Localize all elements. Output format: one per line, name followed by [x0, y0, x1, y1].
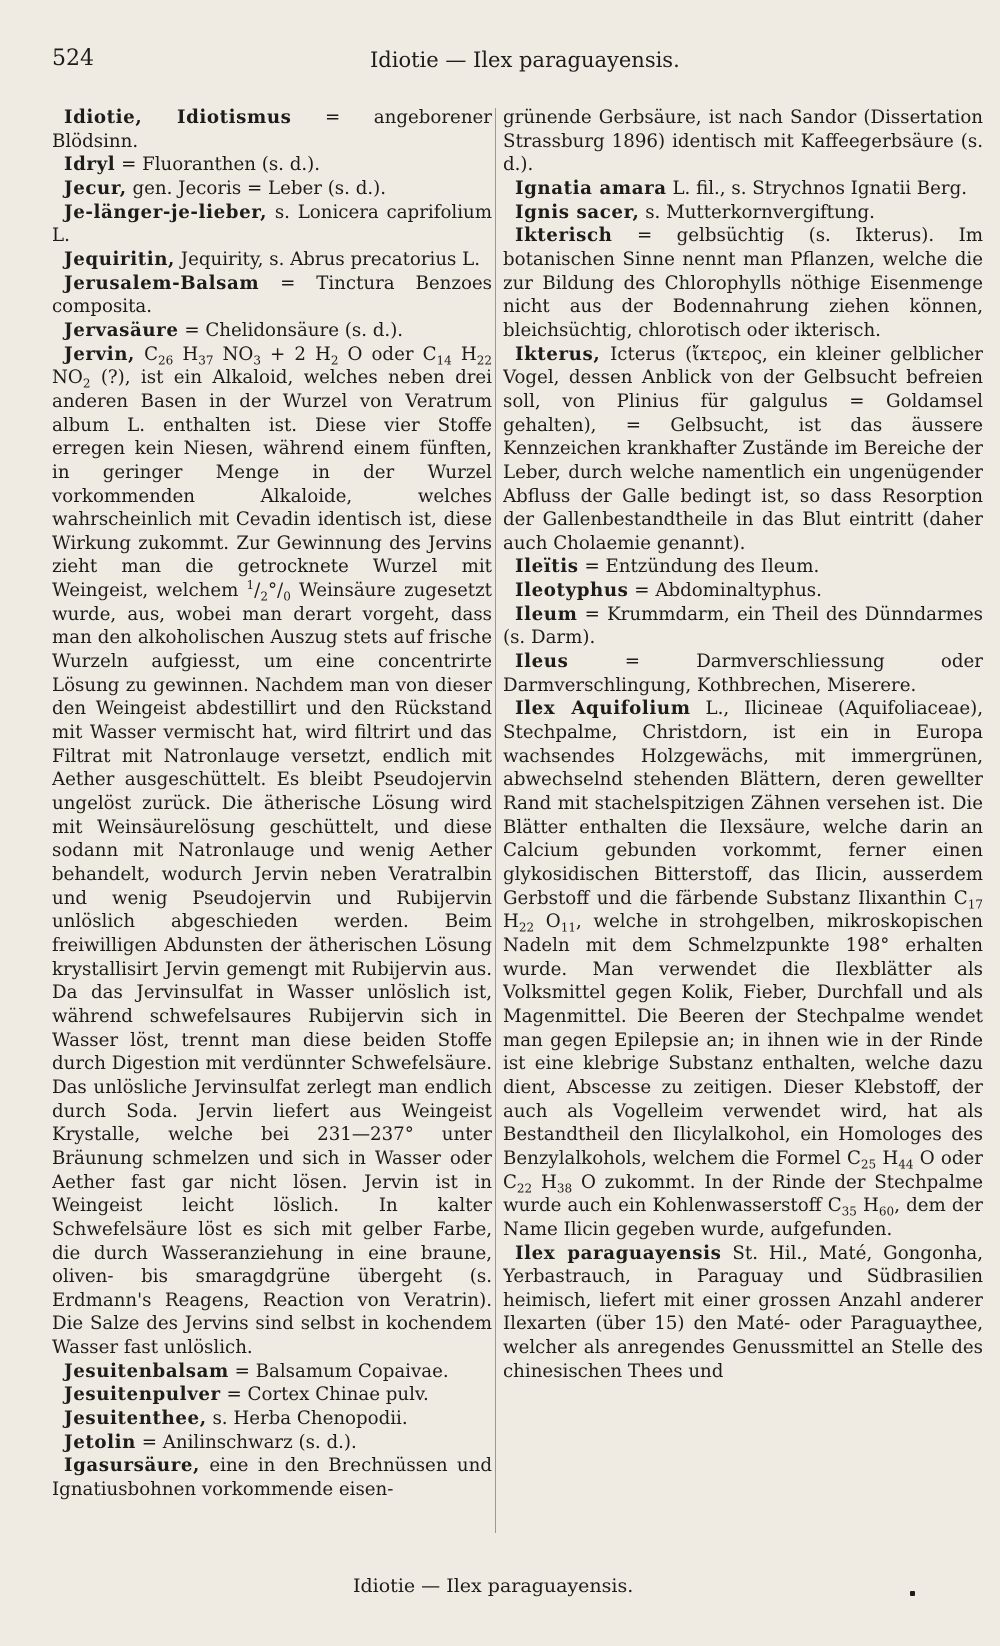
entry-text: = Fluoranthen (s. d.).: [121, 154, 321, 176]
entry-text: gen. Jecoris = Leber (s. d.).: [132, 177, 387, 199]
dictionary-entry: [503, 1242, 983, 1384]
dictionary-entry: [52, 1360, 492, 1384]
entry-lemma: Ignis sacer,: [515, 201, 640, 223]
entry-text: grünende Gerbsäure, ist nach Sandor (Dissertation Strassburg 1896) identisch mit Kaffeegerbsäure (s. d.).: [503, 107, 983, 176]
dictionary-entry: [503, 579, 983, 603]
dictionary-entry: [52, 201, 492, 248]
dictionary-entry: [503, 177, 983, 201]
entry-lemma: Ilex Aquifolium: [515, 698, 691, 720]
dictionary-entry: [503, 224, 983, 342]
dictionary-entry: [503, 106, 983, 177]
dictionary-entry: [52, 319, 492, 343]
dictionary-entry: [503, 603, 983, 650]
entry-text: s. Mutterkornvergiftung.: [645, 201, 875, 223]
dictionary-entry: [52, 1383, 492, 1407]
dictionary-entry: [503, 650, 983, 697]
dictionary-entry: [52, 106, 492, 153]
entry-lemma: Ileus: [515, 651, 569, 673]
entry-text: St. Hil., Maté, Gongonha, Yerbastrauch, in Paraguay und Südbrasilien heimisch, liefert mit einer grossen Anzahl anderer Ilexarten (über 15) den Maté- oder Paraguaythee, welcher als anregendes Genussmittel an Stelle des chinesischen Thees und: [503, 1242, 983, 1382]
entry-lemma: Ileotyphus: [515, 580, 629, 602]
entry-lemma: Ignatia amara: [515, 177, 667, 199]
entry-lemma: Jetolin: [64, 1431, 136, 1453]
dictionary-entry: [52, 248, 492, 272]
entry-lemma: Jerusalem-Balsam: [64, 272, 260, 294]
column-divider: [495, 108, 496, 1533]
dictionary-entry: [52, 1454, 492, 1501]
entry-lemma: Jervasäure: [64, 319, 179, 341]
dictionary-entry: [52, 272, 492, 319]
entry-text: = Anilinschwarz (s. d.).: [141, 1431, 357, 1453]
entry-lemma: Jesuitenthee,: [64, 1408, 207, 1430]
running-title: Idiotie — Ilex paraguayensis.: [370, 48, 680, 72]
entry-text: = Tinctura Benzoes composita.: [52, 272, 492, 318]
entry-lemma: Ikterisch: [515, 225, 613, 247]
entry-text: = angeborener Blödsinn.: [52, 107, 492, 152]
entry-text: eine in den Brechnüssen und Ignatiusbohnen vorkommende eisen-: [52, 1455, 492, 1501]
entry-lemma: Ileïtis: [515, 556, 579, 578]
page-number: 524: [52, 46, 94, 71]
dictionary-entry: [503, 201, 983, 225]
dictionary-entry: [52, 343, 492, 1360]
entry-text: = gelbsüchtig (s. Ikterus). Im botanischen Sinne nennt man Pflanzen, welche die zur Bildung des Chlorophylls nöthige Eisenmenge nicht aus der Bodennahrung ziehen können, bleichsüchtig, chlorotisch oder ikterisch.: [503, 225, 983, 341]
entry-lemma: Jecur,: [64, 177, 127, 199]
entry-text: L. fil., s. Strychnos Ignatii Berg.: [672, 177, 968, 199]
entry-text: = Chelidonsäure (s. d.).: [184, 319, 404, 341]
entry-text: = Darmverschliessung oder Darmverschlingung, Kothbrechen, Miserere.: [503, 651, 983, 696]
dictionary-entry: [503, 555, 983, 579]
entry-lemma: Ikterus,: [515, 343, 601, 365]
entry-text: = Cortex Chinae pulv.: [226, 1384, 429, 1406]
right-column: [503, 106, 983, 1574]
ink-dot: [910, 1591, 915, 1596]
dictionary-entry: [52, 1407, 492, 1431]
entry-lemma: Idiotie, Idiotismus: [64, 107, 292, 128]
entry-lemma: Jesuitenpulver: [64, 1384, 221, 1406]
page-footer: Idiotie — Ilex paraguayensis.: [353, 1575, 634, 1597]
entry-lemma: Ileum: [515, 603, 578, 625]
entry-lemma: Idryl: [64, 154, 116, 176]
entry-text: = Abdominaltyphus.: [634, 580, 822, 602]
dictionary-entry: [52, 1431, 492, 1455]
entry-text: Icterus (ἴκτερος, ein kleiner gelblicher Vogel, dessen Anblick von der Gelbsucht befreien soll, von Plinius für galgulus = Goldamsel gehalten), = Gelbsucht, ist das äussere Kennzeichen krankhafter Zustände im Bereiche der Leber, durch welche namentlich ein ungenügender Abfluss der Galle bedingt ist, so dass Resorption der Gallenbestandtheile in das Blut eintritt (daher auch Cholaemie genannt).: [503, 343, 983, 554]
left-column: [52, 106, 492, 1574]
entry-lemma: Jesuitenbalsam: [64, 1360, 229, 1382]
dictionary-entry: [503, 343, 983, 556]
entry-text: s. Herba Chenopodii.: [212, 1408, 408, 1430]
entry-text: L., Ilicineae (Aquifoliaceae), Stechpalme, Christdorn, ist ein in Europa wachsendes Holzgewächs, mit immergrünen, abwechselnd stehenden Blättern, deren gewellter Rand mit stachelspitzigen Zähnen versehen ist. Die Blätter enthalten die Ilexsäure, welche darin an Calcium gebunden vorkommt, ferner einen glykosidischen Bitterstoff, das Ilicin, ausserdem Gerbstoff und die färbende Substanz Ilixanthin $C_{17}$ $H_{22}$ $O_{11}$, welche in strohgelben, mikroskopischen Nadeln mit dem Schmelzpunkte 198° erhalten wurde. Man verwendet die Ilexblätter als Volksmittel gegen Kolik, Fieber, Durchfall und als Magenmittel. Die Beeren der Stechpalme wendet man gegen Epilepsie an; in ihnen wie in der Rinde ist eine klebrige Substanz enthalten, welche dazu dient, Abscesse zu zeitigen. Dieser Klebstoff, der auch als Vogelleim verwendet wird, hat als Bestandtheil den Ilicylalkohol, ein Homologes des Benzylalkohols, welchem die Formel $C_{25}$ $H_{44}$ O oder $C_{22}$ $H_{38}$ O zukommt. In der Rinde der Stechpalme wurde auch ein Kohlenwasserstoff $C_{35}$ $H_{60}$, dem der Name Ilicin gegeben wurde, aufgefunden.: [503, 698, 983, 1240]
page-header: [52, 46, 952, 76]
dictionary-entry: [503, 697, 983, 1241]
entry-lemma: Jervin,: [64, 343, 135, 365]
entry-text: = Balsamum Copaivae.: [234, 1360, 449, 1382]
dictionary-entry: [52, 153, 492, 177]
entry-lemma: Jequiritin,: [64, 248, 175, 270]
entry-text: Jequirity, s. Abrus precatorius L.: [180, 248, 481, 270]
entry-text: = Krummdarm, ein Theil des Dünndarmes (s. Darm).: [503, 603, 983, 649]
entry-lemma: Je-länger-je-lieber,: [64, 201, 268, 223]
entry-text: s. Lonicera caprifolium L.: [52, 201, 492, 247]
entry-text: $C_{26}$ $H_{37}$ $NO_3 + 2$ $H_2$ O oder $C_{14}$ $H_{22}$ $NO_2$ (?), ist ein Alkaloid, welches neben drei anderen Basen in der Wurzel von Veratrum album L. enthalten ist. Diese vier Stoffe erregen kein Niesen, während einem fünften, in geringer Menge in der Wurzel vorkommenden Alkaloide, welches wahrscheinlich mit Cevadin identisch ist, diese Wirkung zukommt. Zur Gewinnung des Jervins zieht man die getrocknete Wurzel mit Weingeist, welchem $^1/_2^\circ/_0$ Weinsäure zugesetzt wurde, aus, wobei man derart vorgeht, dass man den alkoholischen Auszug stets auf frische Wurzeln aufgiesst, um eine concentrirte Lösung zu gewinnen. Nachdem man von dieser den Weingeist abdestillirt und den Rückstand mit Wasser vermischt hat, wird filtrirt und das Filtrat mit Natronlauge versetzt, endlich mit Aether ausgeschüttelt. Es bleibt Pseudojervin ungelöst zurück. Die ätherische Lösung wird mit Weinsäurelösung geschüttelt, und diese sodann mit Natronlauge und wenig Aether behandelt, wodurch Jervin neben Veratralbin und wenig Pseudojervin und Rubijervin unlöslich abgeschieden werden. Beim freiwilligen Abdunsten der ätherischen Lösung krystallisirt Jervin gemengt mit Rubijervin aus. Da das Jervinsulfat in Wasser unlöslich ist, während schwefelsaures Rubijervin sich in Wasser löst, trennt man diese beiden Stoffe durch Digestion mit verdünnter Schwefelsäure. Das unlösliche Jervinsulfat zerlegt man endlich durch Soda. Jervin liefert aus Weingeist Krystalle, welche bei 231—237° unter Bräunung schmelzen und sich in Wasser oder Aether fast gar nicht lösen. Jervin ist in Weingeist leicht löslich. In kalter Schwefelsäure löst es sich mit gelber Farbe, die durch Wasseranziehung in eine braune, oliven- bis smaragdgrüne übergeht (s. Erdmann's Reagens, Reaction von Veratrin). Die Salze des Jervins sind selbst in kochendem Wasser fast unlöslich.: [52, 343, 492, 1359]
entry-text: = Entzündung des Ileum.: [584, 556, 820, 578]
entry-lemma: Igasursäure,: [64, 1455, 200, 1477]
entry-lemma: Ilex paraguayensis: [515, 1242, 722, 1264]
dictionary-entry: [52, 177, 492, 201]
